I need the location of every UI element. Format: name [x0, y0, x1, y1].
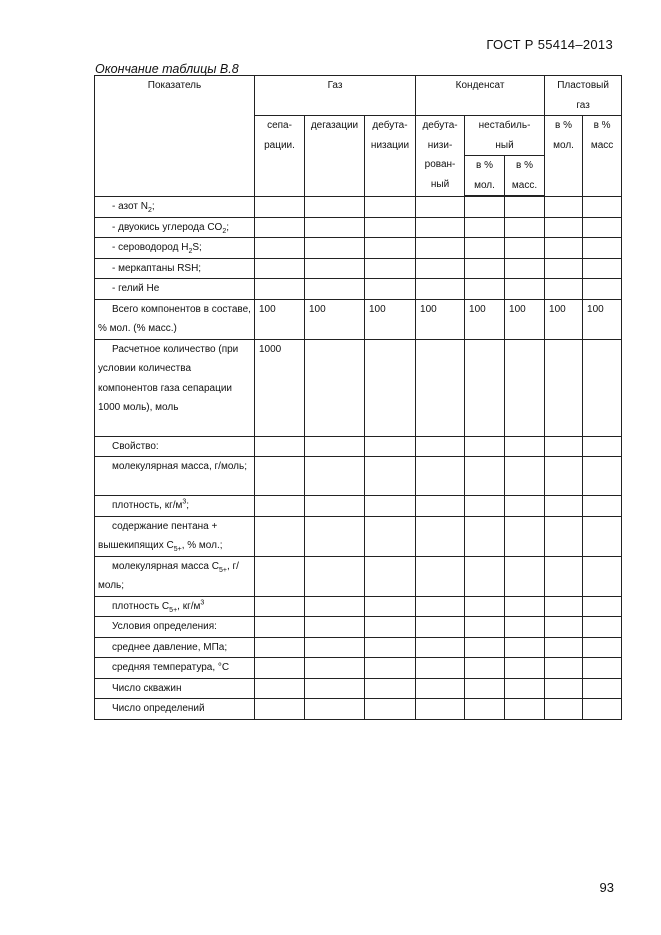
- header-separation: сепа- рации.: [255, 116, 305, 197]
- row-label: Свойство:: [95, 436, 255, 457]
- row-label: молекулярная масса $С_{5+}$, г/моль;: [95, 556, 255, 596]
- total-value: 100: [465, 299, 505, 339]
- header-degassing: дегазации: [305, 116, 365, 197]
- header-indicator: Показатель: [95, 76, 255, 197]
- data-table: [94, 75, 622, 720]
- table-caption: Окончание таблицы В.8: [95, 62, 239, 76]
- total-value: 100: [416, 299, 465, 339]
- document-header: ГОСТ Р 55414–2013: [486, 37, 613, 52]
- row-label: средняя температура, °С: [95, 658, 255, 679]
- total-value: 100: [545, 299, 583, 339]
- row-label: Всего компонентов в составе, % мол. (% масс.): [95, 299, 255, 339]
- row-label: среднее давление, МПа;: [95, 637, 255, 658]
- row-label: - азот $N_2$;: [95, 197, 255, 218]
- header-unstable: нестабиль- ный: [465, 116, 545, 156]
- row-label: Расчетное количество (при условии количества компонентов газа сепарации 1000 моль), моль: [95, 339, 255, 436]
- header-formation-mass: в % масс: [583, 116, 622, 197]
- total-value: 100: [305, 299, 365, 339]
- row-label: Число определений: [95, 699, 255, 720]
- header-unstable-mass: в % масс.: [505, 156, 545, 196]
- row-label: - сероводород $H_2S$;: [95, 238, 255, 259]
- row-label: Число скважин: [95, 678, 255, 699]
- row-label: содержание пентана + вышекипящих $С_{5+}$, % мол.;: [95, 516, 255, 556]
- row-label: плотность $С_{5+}$, $кг/м^3$: [95, 596, 255, 617]
- calculated-value: 1000: [255, 339, 305, 436]
- header-unstable-mol: в % мол.: [465, 156, 505, 196]
- row-label: плотность, $кг/м^3$;: [95, 496, 255, 517]
- total-value: 100: [365, 299, 416, 339]
- row-label: - двуокись углерода $CO_2$;: [95, 217, 255, 238]
- total-value: 100: [255, 299, 305, 339]
- page-number: 93: [599, 880, 614, 895]
- row-label: Условия определения:: [95, 617, 255, 638]
- total-value: 100: [505, 299, 545, 339]
- header-debutanized: дебута- низи- рован- ный: [416, 116, 465, 197]
- row-label: молекулярная масса, г/моль;: [95, 457, 255, 496]
- header-gas: Газ: [255, 76, 416, 116]
- row-label: - гелий He: [95, 279, 255, 300]
- total-value: 100: [583, 299, 622, 339]
- row-label: - меркаптаны RSH;: [95, 258, 255, 279]
- header-formation-mol: в % мол.: [545, 116, 583, 197]
- header-debutanization: дебута- низации: [365, 116, 416, 197]
- header-condensate: Конденсат: [416, 76, 545, 116]
- header-formation-gas: Пластовый газ: [545, 76, 622, 116]
